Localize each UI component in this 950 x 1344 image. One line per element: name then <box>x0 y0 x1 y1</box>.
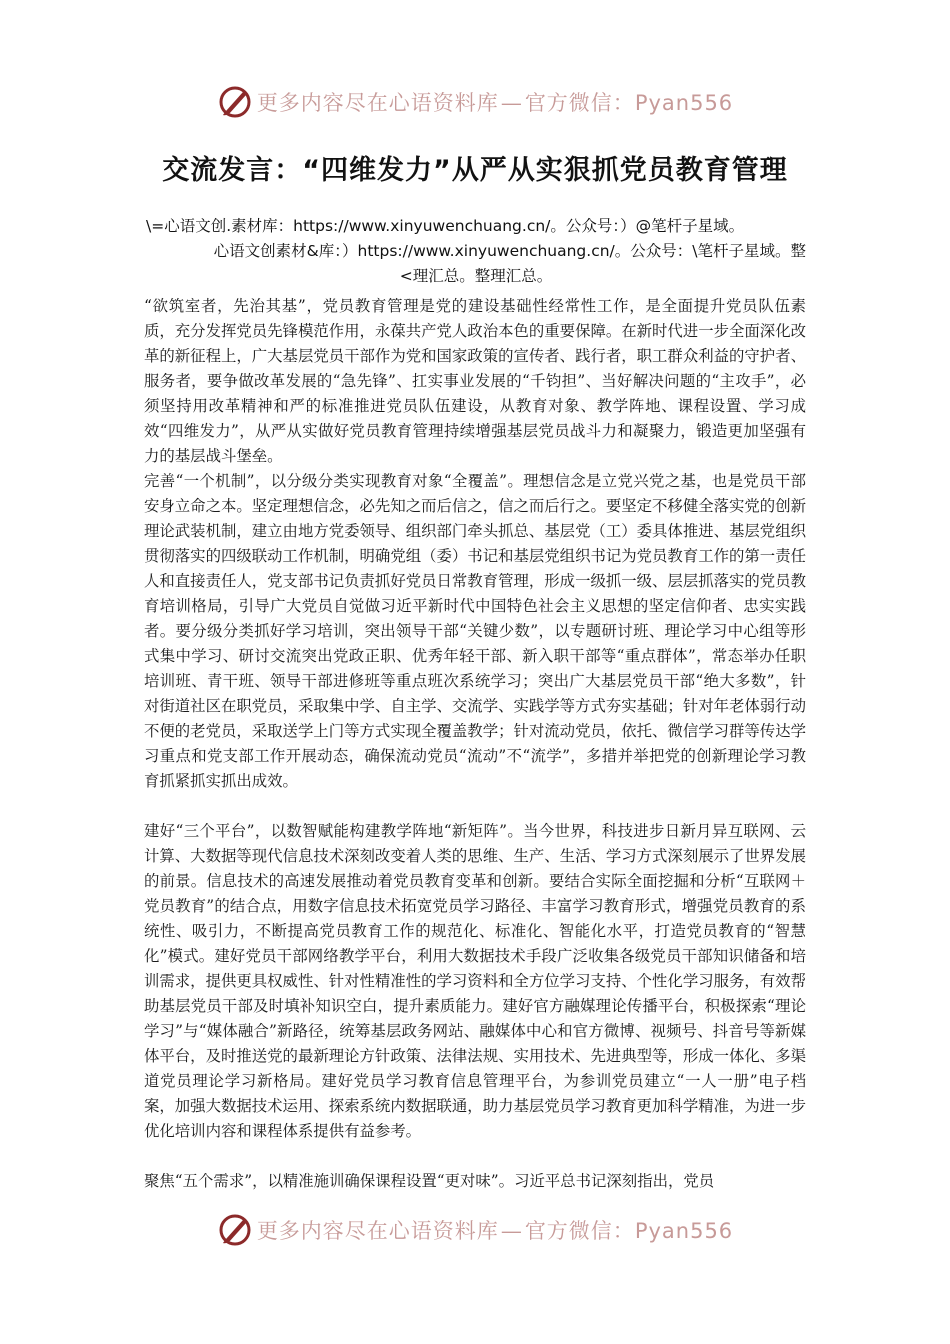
brush-logo-icon <box>217 1212 253 1248</box>
article-body <box>144 294 806 1194</box>
source-info <box>146 214 806 289</box>
header-banner-text: 更多内容尽在心语资料库—官方微信：Pyan556 <box>256 91 734 115</box>
paragraph-platforms: 建好“三个平台”，以数智赋能构建教学阵地“新矩阵”。当今世界，科技进步日新月异互联网、云计算、大数据等现代信息技术深刻改变着人类的思维、生产、生活、学习方式深刻展示了世界发展的前景。信息技术的高速发展推动着党员教育变革和创新。要结合实际全面挖掘和分析“互联网＋党员教育”的结合点，用数字信息技术拓宽党员学习路径、丰富学习教育形式，增强党员教育的系统性、吸引力，不断提高党员教育工作的规范化、标准化、智能化水平，打造党员教育的“智慧化”模式。建好党员干部网络教学平台，利用大数据技术手段广泛收集各级党员干部知识储备和培训需求，提供更具权威性、针对性精准性的学习资料和全方位学习支持、个性化学习服务，有效帮助基层党员干部及时填补知识空白，提升素质能力。建好官方融媒理论传播平台，积极探索“理论学习”与“媒体融合”新路径，统筹基层政务网站、融媒体中心和官方微博、视频号、抖音号等新媒体平台，及时推送党的最新理论方针政策、法律法规、实用技术、先进典型等，形成一体化、多渠道党员理论学习新格局。建好党员学习教育信息管理平台，为参训党员建立“一人一册”电子档案，加强大数据技术运用、探索系统内数据联通，助力基层党员学习教育更加科学精准，为进一步优化培训内容和课程体系提供有益参考。 <box>144 822 806 1140</box>
footer-banner-text: 更多内容尽在心语资料库—官方微信：Pyan556 <box>256 1219 734 1243</box>
source-line: 心语文创素材&库：）https://www.xinyuwenchuang.cn/。公众号：\笔杆子星域。整 <box>213 242 806 260</box>
source-line: <理汇总。整理汇总。 <box>399 267 553 285</box>
paragraph-mechanism: 完善“一个机制”，以分级分类实现教育对象“全覆盖”。理想信念是立党兴党之基，也是党员干部安身立命之本。坚定理想信念，必先知之而后信之，信之而后行之。要坚定不移健全落实党的创新理论武装机制，建立由地方党委领导、组织部门牵头抓总、基层党（工）委具体推进、基层党组织贯彻落实的四级联动工作机制，明确党组（委）书记和基层党组织书记为党员教育工作的第一责任人和直接责任人，党支部书记负责抓好党员日常教育管理，形成一级抓一级、层层抓落实的党员教育培训格局，引导广大党员自觉做习近平新时代中国特色社会主义思想的坚定信仰者、忠实实践者。要分级分类抓好学习培训，突出领导干部“关键少数”，以专题研讨班、理论学习中心组等形式集中学习、研讨交流突出党政正职、优秀年轻干部、新入职干部等“重点群体”，常态举办任职培训班、青干班、领导干部进修班等重点班次系统学习；突出广大基层党员干部“绝大多数”，针对街道社区在职党员，采取集中学、自主学、交流学、实践学等方式夯实基础；针对年老体弱行动不便的老党员，采取送学上门等方式实现全覆盖教学；针对流动党员，依托、微信学习群等传达学习重点和党支部工作开展动态，确保流动党员“流动”不“流学”，多措并举把党的创新理论学习教育抓紧抓实抓出成效。 <box>144 472 806 790</box>
page-title: 交流发言：“四维发力”从严从实狠抓党员教育管理 <box>162 155 788 186</box>
paragraph-needs: 聚焦“五个需求”，以精准施训确保课程设置“更对味”。习近平总书记深刻指出，党员 <box>144 1172 715 1190</box>
paragraph-intro: “欲筑室者，先治其基”，党员教育管理是党的建设基础性经常性工作，是全面提升党员队伍素质，充分发挥党员先锋模范作用，永葆共产党人政治本色的重要保障。在新时代进一步全面深化改革的新征程上，广大基层党员干部作为党和国家政策的宣传者、践行者，职工群众利益的守护者、服务者，要争做改革发展的“急先锋”、扛实事业发展的“千钧担”、当好解决问题的“主攻手”，必须坚持用改革精神和严的标准推进党员队伍建设，从教育对象、教学阵地、课程设置、学习成效“四维发力”，从严从实做好党员教育管理持续增强基层党员战斗力和凝聚力，锻造更加坚强有力的基层战斗堡垒。 <box>144 297 806 465</box>
brush-logo-icon <box>217 84 253 120</box>
source-line: \=心语文创.素材库：https://www.xinyuwenchuang.cn/。公众号：）@笔杆子星域。 <box>146 217 745 235</box>
footer-banner <box>0 1208 950 1252</box>
header-banner <box>0 80 950 124</box>
